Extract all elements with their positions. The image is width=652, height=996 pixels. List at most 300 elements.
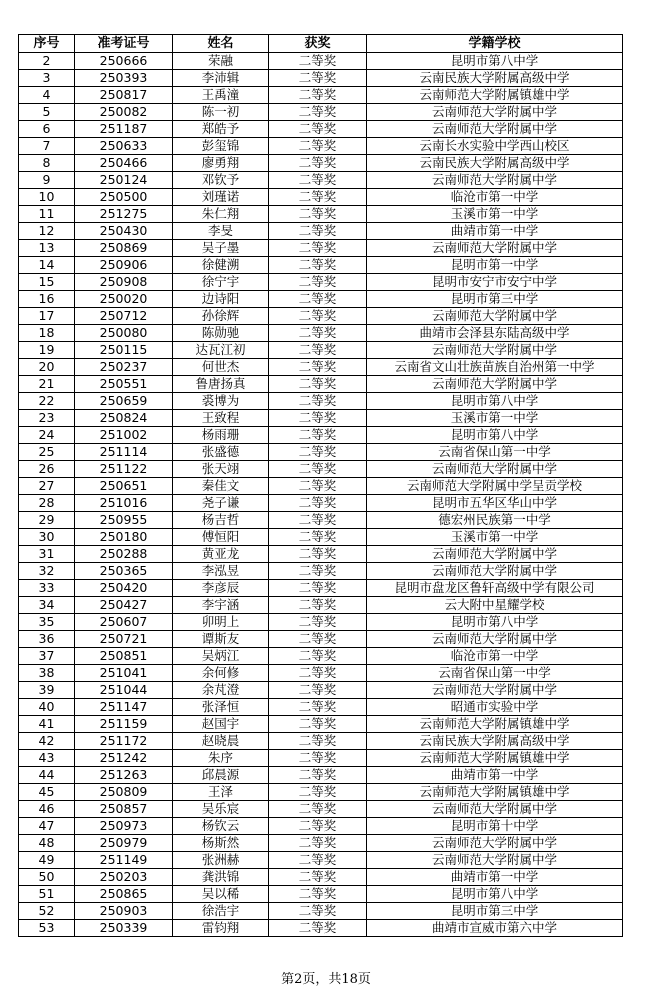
award-level: 二等奖	[269, 546, 367, 563]
award-level: 二等奖	[269, 342, 367, 359]
table-row	[19, 580, 623, 597]
row-index: 2	[19, 53, 75, 70]
school-name: 云南民族大学附属高级中学	[367, 733, 623, 750]
school-name: 云南师范大学附属镇雄中学	[367, 750, 623, 767]
student-name: 朱仁翔	[173, 206, 269, 223]
award-level: 二等奖	[269, 784, 367, 801]
student-name: 吴炳江	[173, 648, 269, 665]
school-name: 临沧市第一中学	[367, 648, 623, 665]
exam-id: 251242	[75, 750, 173, 767]
award-level: 二等奖	[269, 682, 367, 699]
table-row	[19, 614, 623, 631]
school-name: 云南师范大学附属中学	[367, 631, 623, 648]
table-row	[19, 818, 623, 835]
student-name: 张泽恒	[173, 699, 269, 716]
exam-id: 250082	[75, 104, 173, 121]
row-index: 30	[19, 529, 75, 546]
student-name: 廖勇翔	[173, 155, 269, 172]
award-level: 二等奖	[269, 138, 367, 155]
row-index: 5	[19, 104, 75, 121]
student-name: 王泽	[173, 784, 269, 801]
student-name: 雷钧翔	[173, 920, 269, 937]
row-index: 11	[19, 206, 75, 223]
table-row	[19, 240, 623, 257]
student-name: 王禹潼	[173, 87, 269, 104]
student-name: 傅恒阳	[173, 529, 269, 546]
award-level: 二等奖	[269, 648, 367, 665]
student-name: 张盛德	[173, 444, 269, 461]
school-name: 云南师范大学附属中学	[367, 376, 623, 393]
student-name: 裘博为	[173, 393, 269, 410]
row-index: 47	[19, 818, 75, 835]
exam-id: 250809	[75, 784, 173, 801]
header-name: 姓名	[173, 35, 269, 53]
school-name: 云南民族大学附属高级中学	[367, 155, 623, 172]
exam-id: 250180	[75, 529, 173, 546]
exam-id: 250203	[75, 869, 173, 886]
row-index: 15	[19, 274, 75, 291]
award-level: 二等奖	[269, 580, 367, 597]
table-row	[19, 852, 623, 869]
student-name: 李泓昱	[173, 563, 269, 580]
row-index: 39	[19, 682, 75, 699]
school-name: 云南师范大学附属中学	[367, 308, 623, 325]
exam-id: 250427	[75, 597, 173, 614]
award-level: 二等奖	[269, 206, 367, 223]
exam-id: 250365	[75, 563, 173, 580]
school-name: 云南省保山第一中学	[367, 665, 623, 682]
award-level: 二等奖	[269, 172, 367, 189]
award-level: 二等奖	[269, 920, 367, 937]
row-index: 17	[19, 308, 75, 325]
exam-id: 251114	[75, 444, 173, 461]
row-index: 42	[19, 733, 75, 750]
table-row	[19, 70, 623, 87]
school-name: 昆明市第一中学	[367, 257, 623, 274]
table-row	[19, 274, 623, 291]
row-index: 38	[19, 665, 75, 682]
row-index: 44	[19, 767, 75, 784]
row-index: 35	[19, 614, 75, 631]
school-name: 云南师范大学附属中学	[367, 852, 623, 869]
award-level: 二等奖	[269, 512, 367, 529]
row-index: 27	[19, 478, 75, 495]
award-level: 二等奖	[269, 852, 367, 869]
award-table	[18, 34, 623, 937]
award-level: 二等奖	[269, 733, 367, 750]
row-index: 34	[19, 597, 75, 614]
student-name: 张天翊	[173, 461, 269, 478]
exam-id: 250393	[75, 70, 173, 87]
table-row	[19, 835, 623, 852]
school-name: 玉溪市第一中学	[367, 529, 623, 546]
table-row	[19, 597, 623, 614]
exam-id: 250551	[75, 376, 173, 393]
exam-id: 250288	[75, 546, 173, 563]
table-row	[19, 648, 623, 665]
student-name: 尧子谦	[173, 495, 269, 512]
table-row	[19, 393, 623, 410]
row-index: 36	[19, 631, 75, 648]
student-name: 杨雨珊	[173, 427, 269, 444]
exam-id: 250466	[75, 155, 173, 172]
school-name: 云南师范大学附属中学	[367, 835, 623, 852]
school-name: 云南长水实验中学西山校区	[367, 138, 623, 155]
row-index: 22	[19, 393, 75, 410]
row-index: 41	[19, 716, 75, 733]
student-name: 邱晨源	[173, 767, 269, 784]
exam-id: 250651	[75, 478, 173, 495]
school-name: 昆明市第八中学	[367, 614, 623, 631]
student-name: 邓钦予	[173, 172, 269, 189]
school-name: 云南师范大学附属镇雄中学	[367, 784, 623, 801]
row-index: 31	[19, 546, 75, 563]
row-index: 10	[19, 189, 75, 206]
award-level: 二等奖	[269, 495, 367, 512]
row-index: 45	[19, 784, 75, 801]
award-level: 二等奖	[269, 750, 367, 767]
table-row	[19, 716, 623, 733]
student-name: 朱序	[173, 750, 269, 767]
table-row	[19, 750, 623, 767]
award-level: 二等奖	[269, 716, 367, 733]
table-row	[19, 563, 623, 580]
school-name: 曲靖市会泽县东陆高级中学	[367, 325, 623, 342]
exam-id: 251147	[75, 699, 173, 716]
student-name: 卯明上	[173, 614, 269, 631]
exam-id: 251187	[75, 121, 173, 138]
award-level: 二等奖	[269, 597, 367, 614]
row-index: 52	[19, 903, 75, 920]
exam-id: 251149	[75, 852, 173, 869]
table-row	[19, 699, 623, 716]
exam-id: 250908	[75, 274, 173, 291]
award-level: 二等奖	[269, 665, 367, 682]
student-name: 鲁唐扬真	[173, 376, 269, 393]
award-level: 二等奖	[269, 767, 367, 784]
table-row	[19, 359, 623, 376]
table-row	[19, 444, 623, 461]
award-level: 二等奖	[269, 444, 367, 461]
row-index: 32	[19, 563, 75, 580]
school-name: 昆明市第三中学	[367, 903, 623, 920]
row-index: 24	[19, 427, 75, 444]
award-level: 二等奖	[269, 274, 367, 291]
table-row	[19, 461, 623, 478]
table-row	[19, 87, 623, 104]
exam-id: 250712	[75, 308, 173, 325]
award-level: 二等奖	[269, 53, 367, 70]
exam-id: 250824	[75, 410, 173, 427]
table-row	[19, 138, 623, 155]
row-index: 23	[19, 410, 75, 427]
exam-id: 250420	[75, 580, 173, 597]
school-name: 云南师范大学附属中学	[367, 172, 623, 189]
table-body	[19, 53, 623, 937]
school-name: 曲靖市第一中学	[367, 223, 623, 240]
school-name: 玉溪市第一中学	[367, 410, 623, 427]
row-index: 13	[19, 240, 75, 257]
student-name: 孙徐辉	[173, 308, 269, 325]
row-index: 40	[19, 699, 75, 716]
exam-id: 250659	[75, 393, 173, 410]
row-index: 53	[19, 920, 75, 937]
table-row	[19, 886, 623, 903]
school-name: 临沧市第一中学	[367, 189, 623, 206]
school-name: 昆明市第三中学	[367, 291, 623, 308]
award-level: 二等奖	[269, 308, 367, 325]
table-row	[19, 784, 623, 801]
school-name: 昆明市第八中学	[367, 886, 623, 903]
school-name: 云南师范大学附属中学	[367, 342, 623, 359]
student-name: 余何修	[173, 665, 269, 682]
award-level: 二等奖	[269, 257, 367, 274]
student-name: 边诗阳	[173, 291, 269, 308]
school-name: 云南省文山壮族苗族自治州第一中学	[367, 359, 623, 376]
table-row	[19, 665, 623, 682]
exam-id: 250607	[75, 614, 173, 631]
award-level: 二等奖	[269, 529, 367, 546]
student-name: 刘瑾诺	[173, 189, 269, 206]
award-level: 二等奖	[269, 121, 367, 138]
row-index: 12	[19, 223, 75, 240]
page-footer: 第2页，共18页	[281, 972, 371, 987]
row-index: 8	[19, 155, 75, 172]
exam-id: 251016	[75, 495, 173, 512]
row-index: 4	[19, 87, 75, 104]
exam-id: 251159	[75, 716, 173, 733]
exam-id: 251172	[75, 733, 173, 750]
header-index: 序号	[19, 35, 75, 53]
school-name: 云南民族大学附属高级中学	[367, 70, 623, 87]
row-index: 14	[19, 257, 75, 274]
exam-id: 251002	[75, 427, 173, 444]
school-name: 昆明市五华区华山中学	[367, 495, 623, 512]
student-name: 达瓦江初	[173, 342, 269, 359]
table-row	[19, 104, 623, 121]
award-level: 二等奖	[269, 801, 367, 818]
school-name: 云南师范大学附属中学	[367, 104, 623, 121]
student-name: 李沛辑	[173, 70, 269, 87]
award-level: 二等奖	[269, 427, 367, 444]
row-index: 33	[19, 580, 75, 597]
table-row	[19, 376, 623, 393]
exam-id: 250633	[75, 138, 173, 155]
award-level: 二等奖	[269, 886, 367, 903]
school-name: 云南师范大学附属中学	[367, 563, 623, 580]
student-name: 徐浩宇	[173, 903, 269, 920]
student-name: 李彦辰	[173, 580, 269, 597]
award-level: 二等奖	[269, 376, 367, 393]
award-level: 二等奖	[269, 835, 367, 852]
student-name: 谭斯友	[173, 631, 269, 648]
table-row	[19, 342, 623, 359]
header-award: 获奖	[269, 35, 367, 53]
row-index: 19	[19, 342, 75, 359]
exam-id: 250339	[75, 920, 173, 937]
row-index: 26	[19, 461, 75, 478]
award-level: 二等奖	[269, 104, 367, 121]
table-row	[19, 478, 623, 495]
row-index: 48	[19, 835, 75, 852]
school-name: 云南师范大学附属中学	[367, 682, 623, 699]
student-name: 杨吉哲	[173, 512, 269, 529]
row-index: 28	[19, 495, 75, 512]
school-name: 玉溪市第一中学	[367, 206, 623, 223]
row-index: 43	[19, 750, 75, 767]
table-row	[19, 631, 623, 648]
award-level: 二等奖	[269, 478, 367, 495]
award-level: 二等奖	[269, 325, 367, 342]
student-name: 杨斯然	[173, 835, 269, 852]
award-level: 二等奖	[269, 903, 367, 920]
exam-id: 250666	[75, 53, 173, 70]
table-row	[19, 206, 623, 223]
row-index: 25	[19, 444, 75, 461]
exam-id: 250115	[75, 342, 173, 359]
student-name: 李旻	[173, 223, 269, 240]
table-header-row	[19, 35, 623, 53]
award-level: 二等奖	[269, 563, 367, 580]
row-index: 46	[19, 801, 75, 818]
award-level: 二等奖	[269, 359, 367, 376]
school-name: 昆明市盘龙区鲁轩高级中学有限公司	[367, 580, 623, 597]
exam-id: 250973	[75, 818, 173, 835]
school-name: 云南师范大学附属中学	[367, 546, 623, 563]
table-row	[19, 121, 623, 138]
exam-id: 250857	[75, 801, 173, 818]
table-row	[19, 869, 623, 886]
table-row	[19, 53, 623, 70]
exam-id: 250906	[75, 257, 173, 274]
row-index: 18	[19, 325, 75, 342]
school-name: 昆明市第八中学	[367, 53, 623, 70]
school-name: 昆明市安宁市安宁中学	[367, 274, 623, 291]
exam-id: 250237	[75, 359, 173, 376]
table-row	[19, 920, 623, 937]
award-level: 二等奖	[269, 869, 367, 886]
student-name: 赵晓晨	[173, 733, 269, 750]
exam-id: 250080	[75, 325, 173, 342]
award-level: 二等奖	[269, 291, 367, 308]
award-level: 二等奖	[269, 410, 367, 427]
school-name: 云大附中星耀学校	[367, 597, 623, 614]
school-name: 云南师范大学附属中学	[367, 240, 623, 257]
row-index: 50	[19, 869, 75, 886]
school-name: 云南师范大学附属镇雄中学	[367, 716, 623, 733]
student-name: 吴子墨	[173, 240, 269, 257]
table-row	[19, 172, 623, 189]
table-row	[19, 427, 623, 444]
student-name: 吴乐宸	[173, 801, 269, 818]
exam-id: 250430	[75, 223, 173, 240]
award-level: 二等奖	[269, 393, 367, 410]
award-level: 二等奖	[269, 70, 367, 87]
header-exam-id: 准考证号	[75, 35, 173, 53]
table-row	[19, 546, 623, 563]
exam-id: 250124	[75, 172, 173, 189]
row-index: 29	[19, 512, 75, 529]
school-name: 云南省保山第一中学	[367, 444, 623, 461]
school-name: 德宏州民族第一中学	[367, 512, 623, 529]
table-row	[19, 155, 623, 172]
student-name: 陈勋驰	[173, 325, 269, 342]
student-name: 秦佳文	[173, 478, 269, 495]
award-level: 二等奖	[269, 461, 367, 478]
school-name: 曲靖市第一中学	[367, 767, 623, 784]
school-name: 云南师范大学附属镇雄中学	[367, 87, 623, 104]
table-row	[19, 767, 623, 784]
school-name: 云南师范大学附属中学呈贡学校	[367, 478, 623, 495]
school-name: 云南师范大学附属中学	[367, 121, 623, 138]
row-index: 20	[19, 359, 75, 376]
table-row	[19, 801, 623, 818]
school-name: 昭通市实验中学	[367, 699, 623, 716]
exam-id: 250865	[75, 886, 173, 903]
table-row	[19, 410, 623, 427]
award-level: 二等奖	[269, 818, 367, 835]
table-row	[19, 223, 623, 240]
row-index: 9	[19, 172, 75, 189]
award-level: 二等奖	[269, 189, 367, 206]
exam-id: 251263	[75, 767, 173, 784]
school-name: 曲靖市第一中学	[367, 869, 623, 886]
table-row	[19, 512, 623, 529]
row-index: 37	[19, 648, 75, 665]
table-row	[19, 682, 623, 699]
student-name: 陈一初	[173, 104, 269, 121]
student-name: 郑皓予	[173, 121, 269, 138]
award-level: 二等奖	[269, 155, 367, 172]
table-row	[19, 529, 623, 546]
student-name: 何世杰	[173, 359, 269, 376]
student-name: 赵国宇	[173, 716, 269, 733]
student-name: 杨钦云	[173, 818, 269, 835]
table-row	[19, 903, 623, 920]
table-row	[19, 733, 623, 750]
table-row	[19, 495, 623, 512]
student-name: 黄亚龙	[173, 546, 269, 563]
student-name: 王致程	[173, 410, 269, 427]
row-index: 6	[19, 121, 75, 138]
row-index: 7	[19, 138, 75, 155]
student-name: 张洲赫	[173, 852, 269, 869]
award-level: 二等奖	[269, 87, 367, 104]
row-index: 16	[19, 291, 75, 308]
school-name: 曲靖市宣威市第六中学	[367, 920, 623, 937]
row-index: 51	[19, 886, 75, 903]
exam-id: 250020	[75, 291, 173, 308]
exam-id: 250817	[75, 87, 173, 104]
student-name: 徐健溯	[173, 257, 269, 274]
student-name: 彭玺锦	[173, 138, 269, 155]
student-name: 龚洪锦	[173, 869, 269, 886]
student-name: 荣融	[173, 53, 269, 70]
exam-id: 250869	[75, 240, 173, 257]
award-level: 二等奖	[269, 240, 367, 257]
student-name: 余芃澄	[173, 682, 269, 699]
table-row	[19, 308, 623, 325]
school-name: 昆明市第八中学	[367, 393, 623, 410]
student-name: 李宇涵	[173, 597, 269, 614]
exam-id: 250903	[75, 903, 173, 920]
award-level: 二等奖	[269, 699, 367, 716]
exam-id: 250979	[75, 835, 173, 852]
row-index: 3	[19, 70, 75, 87]
award-level: 二等奖	[269, 223, 367, 240]
exam-id: 251041	[75, 665, 173, 682]
row-index: 21	[19, 376, 75, 393]
